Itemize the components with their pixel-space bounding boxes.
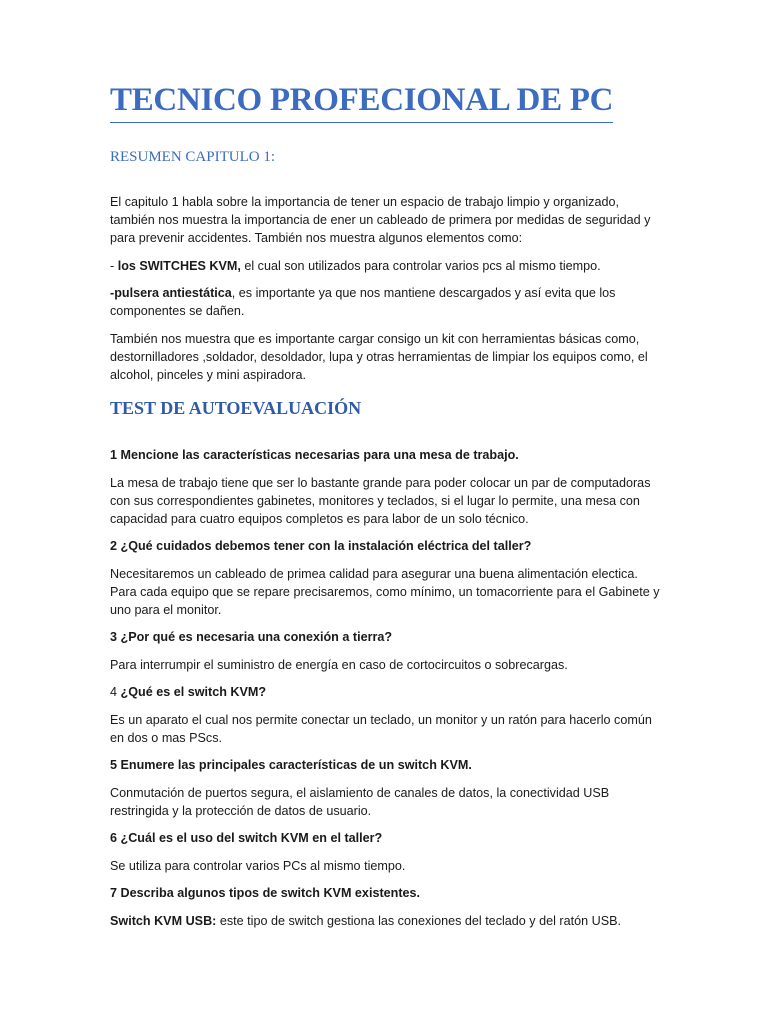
summary-item-kvm-prefix: - bbox=[110, 259, 118, 273]
document-title: TECNICO PROFECIONAL DE PC bbox=[110, 80, 613, 123]
test-heading: TEST DE AUTOEVALUACIÓN bbox=[110, 398, 362, 418]
answer-2: Necesitaremos un cableado de primea calidad para asegurar una buena alimentación electica. Para cada equipo que se repare precisaremos, como mínimo, un tomacorriente para el Gabinete y uno para el monitor. bbox=[110, 567, 660, 617]
question-4 bbox=[110, 683, 662, 701]
answer-7-bold: Switch KVM USB: bbox=[110, 914, 217, 928]
answer-6: Se utiliza para controlar varios PCs al mismo tiempo. bbox=[110, 859, 406, 873]
summary-item-kvm-bold: los SWITCHES KVM, bbox=[117, 259, 241, 273]
summary-item-kvm-text: el cual son utilizados para controlar varios pcs al mismo tiempo. bbox=[240, 259, 601, 273]
summary-item-wristband-bold: -pulsera antiestática bbox=[110, 286, 232, 300]
question-6: 6 ¿Cuál es el uso del switch KVM en el taller? bbox=[110, 831, 383, 845]
summary-subtitle: RESUMEN CAPITULO 1: bbox=[110, 149, 276, 165]
question-3: 3 ¿Por qué es necesaria una conexión a tierra? bbox=[110, 630, 393, 644]
answer-5: Conmutación de puertos segura, el aislamiento de canales de datos, la conectividad USB restringida y la protección de datos de usuario. bbox=[110, 786, 610, 818]
answer-1: La mesa de trabajo tiene que ser lo bastante grande para poder colocar un par de computadoras con sus correspondientes gabinetes, monitores y teclados, si el lugar lo permite, una mesa con capacidad para cuatro equipos completos es para labor de un solo técnico. bbox=[110, 476, 651, 526]
summary-intro: El capitulo 1 habla sobre la importancia de tener un espacio de trabajo limpio y organizado, también nos muestra la importancia de ener un cableado de primera por medidas de seguridad y para prevenir accidentes. También nos muestra algunos elementos como: bbox=[110, 195, 651, 245]
answer-4: Es un aparato el cual nos permite conectar un teclado, un monitor y un ratón para hacerlo común en dos o mas PScs. bbox=[110, 713, 652, 745]
question-2: 2 ¿Qué cuidados debemos tener con la instalación eléctrica del taller? bbox=[110, 539, 532, 553]
summary-item-wristband bbox=[110, 284, 662, 320]
answer-3: Para interrumpir el suministro de energía en caso de cortocircuitos o sobrecargas. bbox=[110, 658, 568, 672]
summary-item-wristband-text: , es importante ya que nos mantiene descargados y así evita que los componentes se dañen. bbox=[110, 286, 616, 318]
summary-item-kvm bbox=[110, 257, 662, 275]
question-1: 1 Mencione las características necesarias para una mesa de trabajo. bbox=[110, 448, 519, 462]
question-4-text: ¿Qué es el switch KVM? bbox=[120, 685, 267, 699]
question-4-number: 4 bbox=[110, 685, 121, 699]
answer-7-text: este tipo de switch gestiona las conexiones del teclado y del ratón USB. bbox=[216, 914, 621, 928]
question-5: 5 Enumere las principales características de un switch KVM. bbox=[110, 758, 472, 772]
summary-closing: También nos muestra que es importante cargar consigo un kit con herramientas básicas como, destornilladores ,soldador, desoldador, lupa y otras herramientas de limpiar los equipos como, el alcohol, pinceles y mini aspiradora. bbox=[110, 332, 648, 382]
question-7: 7 Describa algunos tipos de switch KVM existentes. bbox=[110, 886, 421, 900]
document-content bbox=[110, 80, 662, 930]
answer-7 bbox=[110, 912, 662, 930]
